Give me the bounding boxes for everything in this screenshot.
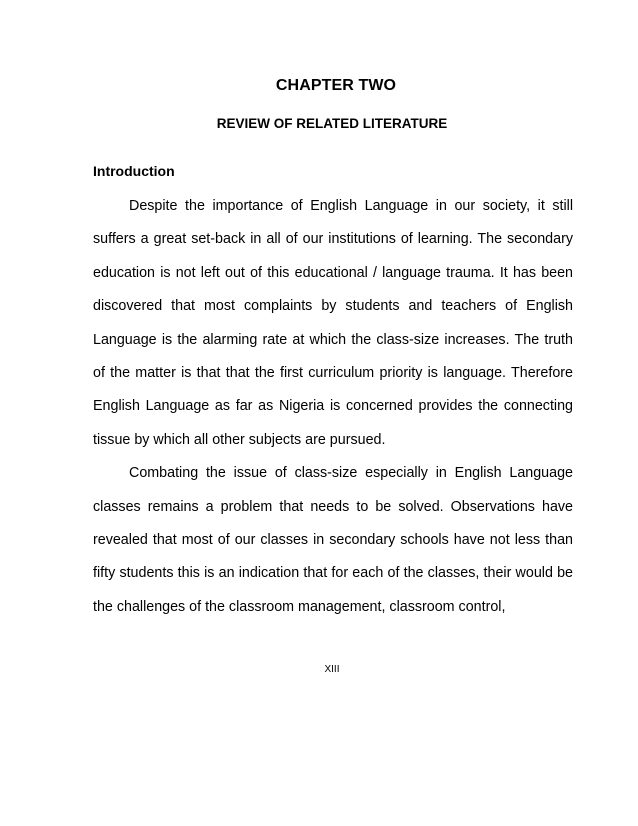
paragraph-2: Combating the issue of class-size especially in English Language classes remains a problem that needs to be solved. Observations have revealed that most of our classes in secondary schools have not less than fifty students this is an indication that for each of the classes, their would be the challenges of the classroom management, classroom control, [93,465,573,615]
body-text [93,190,573,624]
section-title: REVIEW OF RELATED LITERATURE [216,116,448,131]
introduction-heading: Introduction [93,163,175,179]
page-number: XIII [324,664,340,675]
chapter-title: CHAPTER TWO [275,77,397,94]
paragraph-1: Despite the importance of English Language in our society, it still suffers a great set-back in all of our institutions of learning. The secondary education is not left out of this educational / language trauma. It has been discovered that most complaints by students and teachers of English Language is the alarming rate at which the class-size increases. The truth of the matter is that that the first curriculum priority is language. Therefore English Language as far as Nigeria is concerned provides the connecting tissue by which all other subjects are pursued. [93,198,573,448]
